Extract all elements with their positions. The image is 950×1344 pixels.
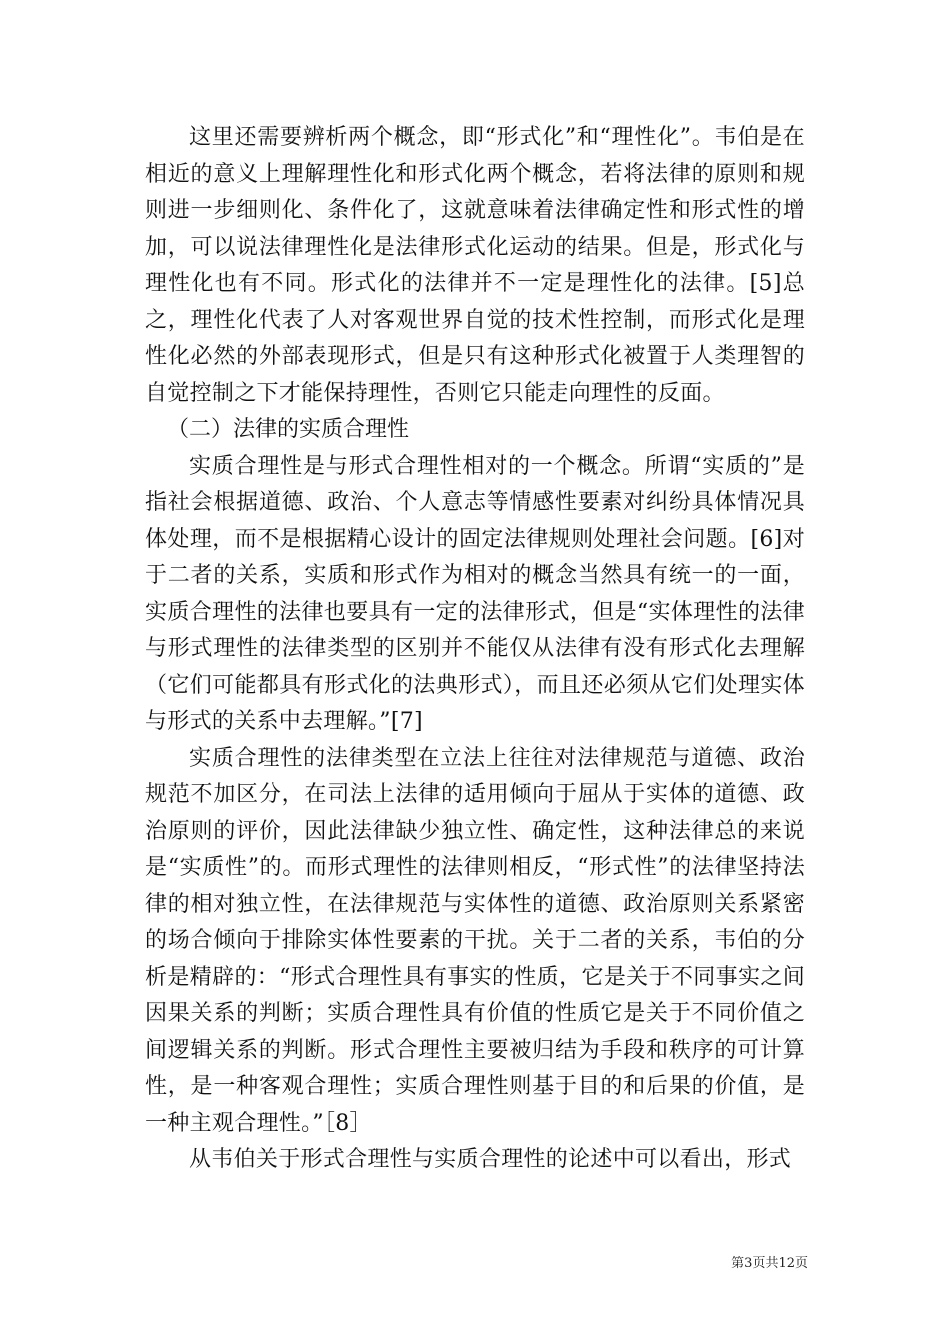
page-number: 第3页共12页 <box>731 1256 808 1271</box>
paragraph-conclusion-start: 从韦伯关于形式合理性与实质合理性的论述中可以看出，形式 <box>189 1147 792 1172</box>
section-heading: （二）法律的实质合理性 <box>167 417 410 442</box>
paragraph-rationalization: 这里还需要辨析两个概念，即“形式化”和“理性化”。韦伯是在相近的意义上理解理性化和形式化两个概念，若将法律的原则和规则进一步细则化、条件化了，这就意味着法律确定性和形式性的增加，可以说法律理性化是法律形式化运动的结果。但是，形式化与理性化也有不同。形式化的法律并不一定是理性化的法律。[5]总之，理性化代表了人对客观世界自觉的技术性控制，而形式化是理性化必然的外部表现形式，但是只有这种形式化被置于人类理智的自觉控制之下才能保持理性，否则它只能走向理性的反面。 <box>145 125 805 406</box>
paragraph-substantive-law-type: 实质合理性的法律类型在立法上往往对法律规范与道德、政治规范不加区分，在司法上法律的适用倾向于屈从于实体的道德、政治原则的评价，因此法律缺少独立性、确定性，这种法律总的来说是“实质性”的。而形式理性的法律则相反，“形式性”的法律坚持法律的相对独立性，在法律规范与实体性的道德、政治原则关系紧密的场合倾向于排除实体性要素的干扰。关于二者的关系，韦伯的分析是精辟的：“形式合理性具有事实的性质，它是关于不同事实之间因果关系的判断；实质合理性具有价值的性质它是关于不同价值之间逻辑关系的判断。形式合理性主要被归结为手段和秩序的可计算性，是一种客观合理性；实质合理性则基于目的和后果的价值，是一种主观合理性。”［8］ <box>145 745 805 1136</box>
paragraph-substantive-definition: 实质合理性是与形式合理性相对的一个概念。所谓“实质的”是指社会根据道德、政治、个人意志等情感性要素对纠纷具体情况具体处理，而不是根据精心设计的固定法律规则处理社会问题。[6]对于二者的关系，实质和形式作为相对的概念当然具有统一的一面，实质合理性的法律也要具有一定的法律形式，但是“实体理性的法律与形式理性的法律类型的区别并不能仅从法律有没有形式化去理解（它们可能都具有形式化的法典形式），而且还必须从它们处理实体与形式的关系中去理解。”[7] <box>145 453 805 734</box>
body-text <box>145 120 805 1179</box>
